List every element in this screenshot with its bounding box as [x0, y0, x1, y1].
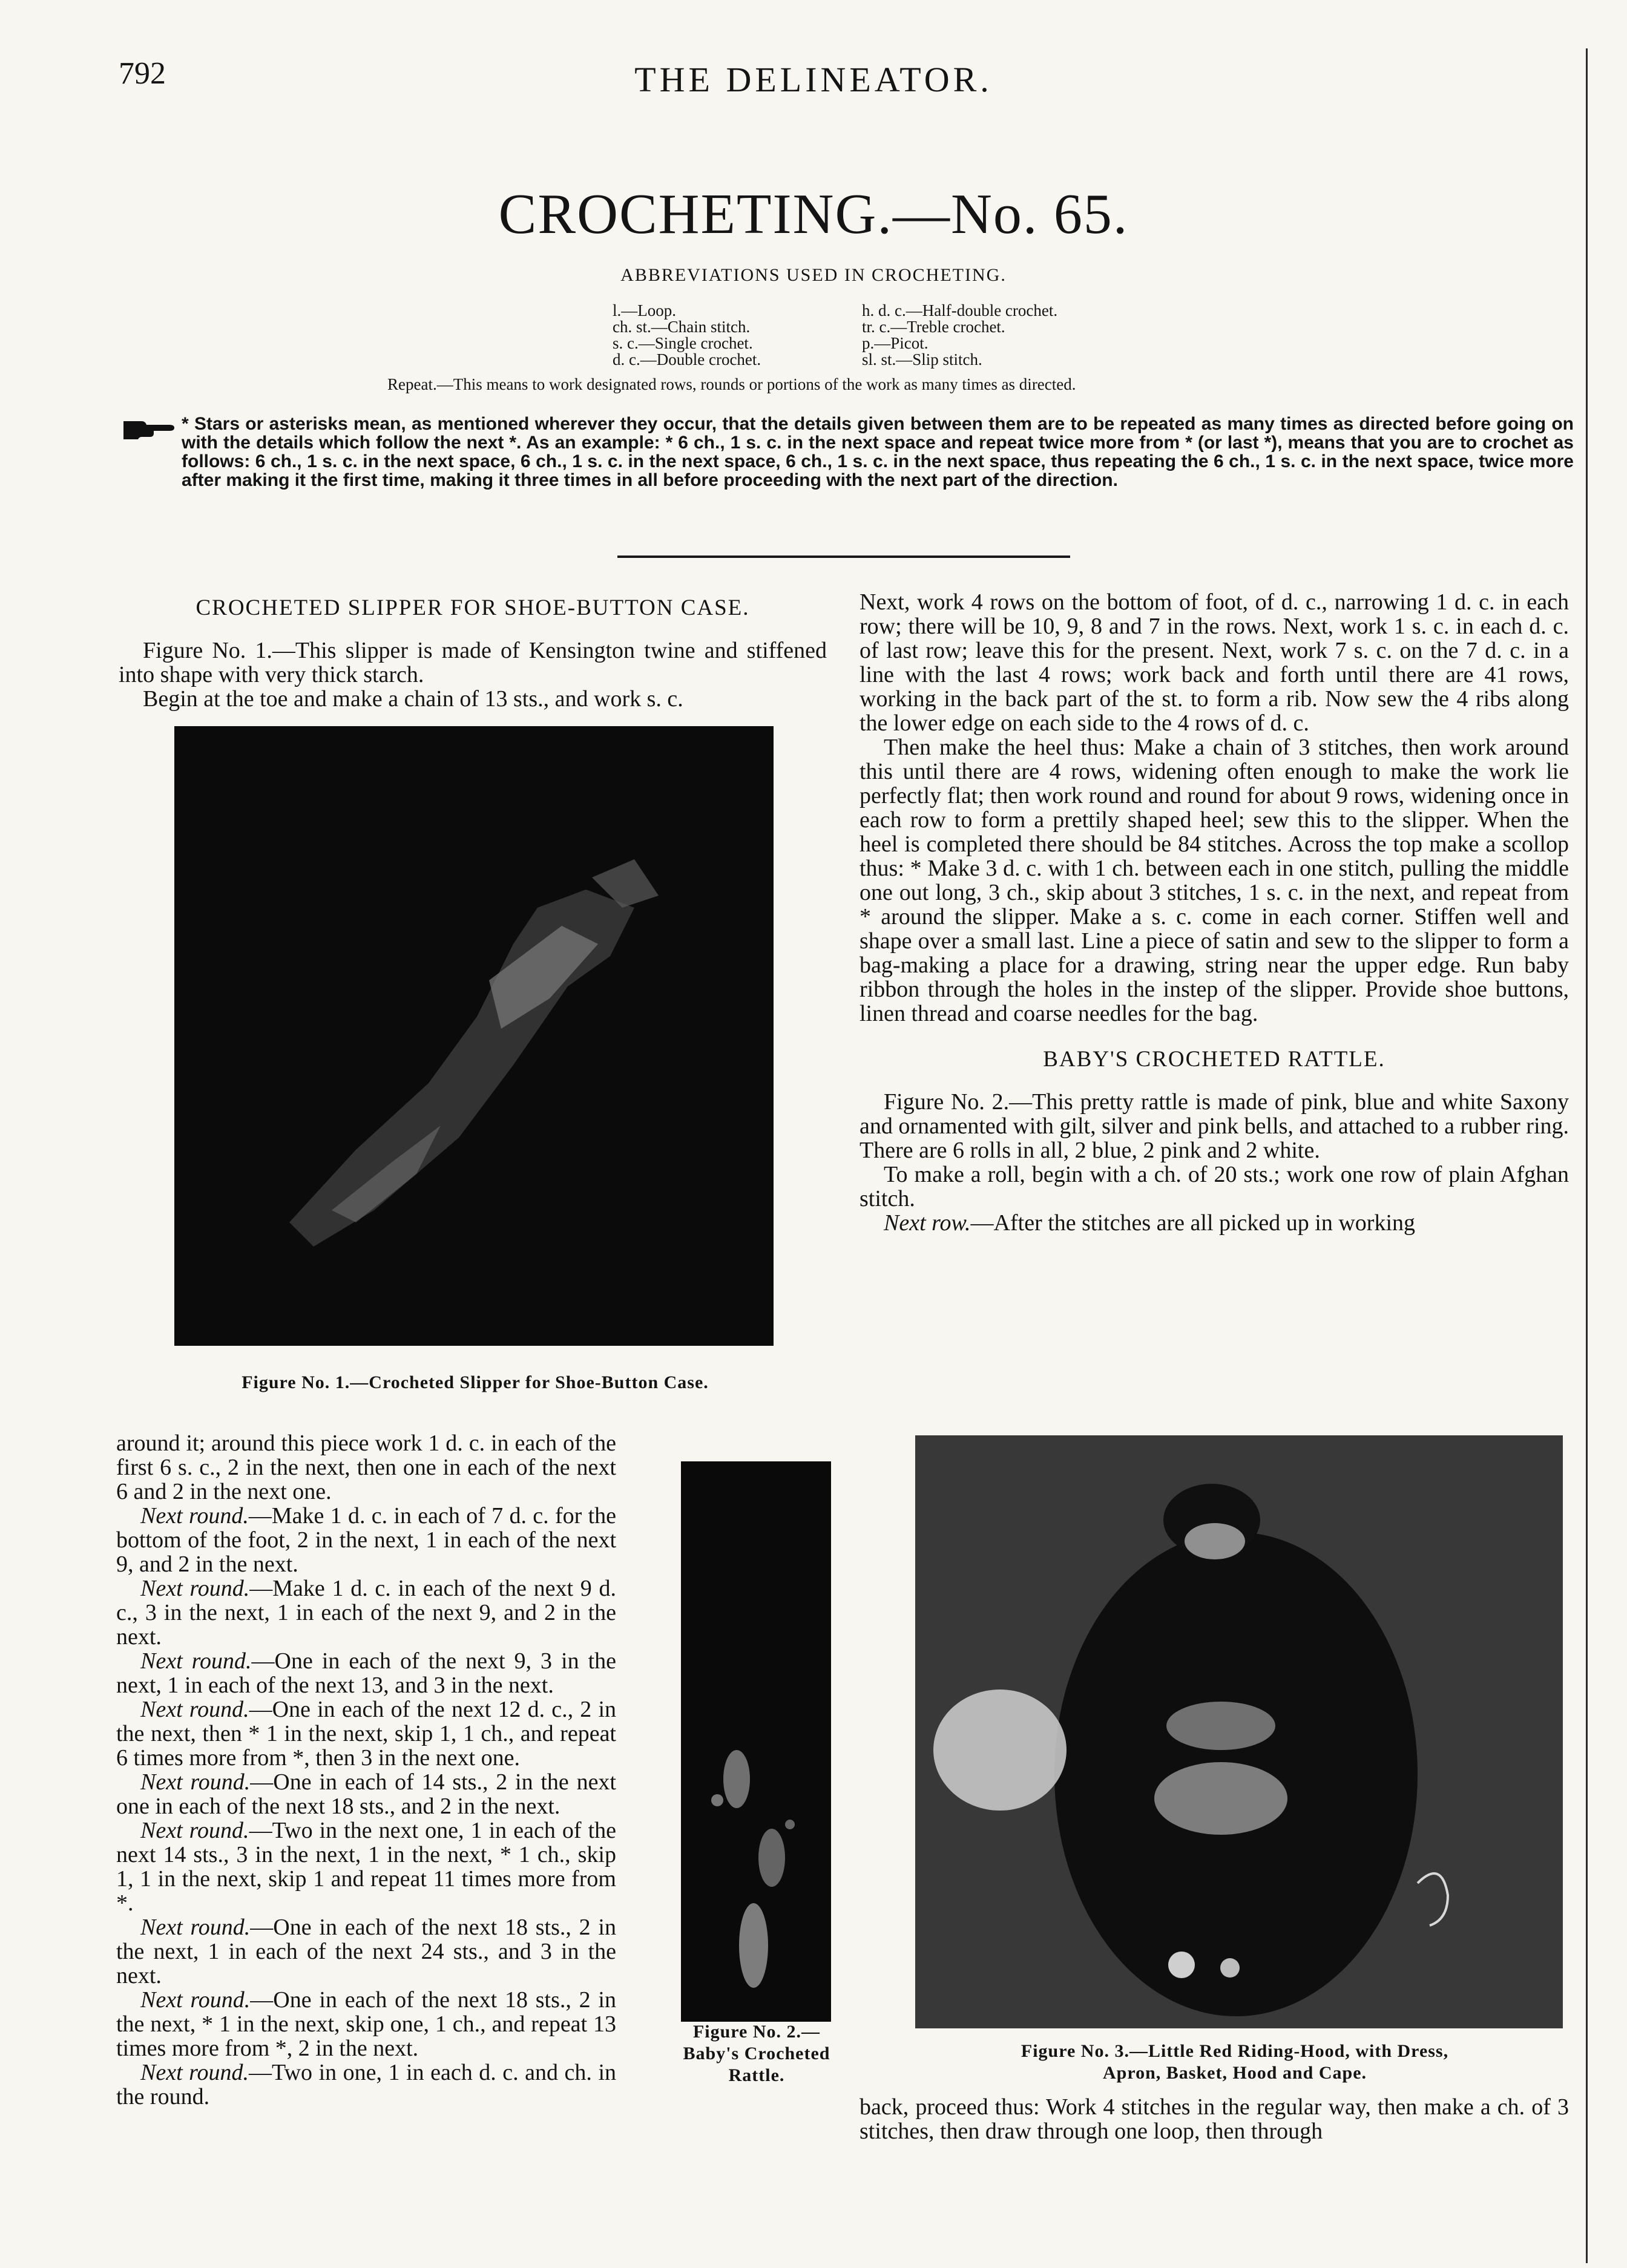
- slipper-paragraph-2: Begin at the toe and make a chain of 13 sts., and work s. c.: [143, 686, 683, 712]
- slipper-section: [119, 596, 827, 711]
- abbr-item: h. d. c.—Half-double crochet.: [862, 301, 1058, 320]
- round-paragraph: Next round.—Make 1 d. c. in each of 7 d. c. for the bottom of the foot, 2 in the next, 1 in each of the next 9, and 2 in the next.: [116, 1503, 617, 1577]
- abbr-item: p.—Picot.: [862, 334, 929, 352]
- section-divider: [617, 556, 1070, 558]
- foot-instructions: Next, work 4 rows on the bottom of foot, of d. c., narrowing 1 d. c. in each row; there will be 10, 9, 8 and 7 in the rows. Next, work 1 s. c. in each d. c. of last row; leave this for the present. Next, work 7 s. c. on the 7 d. c. in a line with the last 4 rows; work back and forth until there are 41 rows, working in the back part of the st. to form a rib. Now sew the 4 ribs along the lower edge on each side to the 4 rows of d. c.: [860, 589, 1569, 736]
- round-paragraph: Next round.—One in each of the next 18 sts., 2 in the next, 1 in each of the next 24 sts., and 3 in the next.: [116, 1915, 616, 1988]
- rattle-paragraph-3: [860, 1211, 1569, 1235]
- abbr-item: ch. st.—Chain stitch.: [613, 318, 751, 336]
- abbr-item: tr. c.—Treble crochet.: [862, 318, 1005, 336]
- abbreviations-right: [862, 303, 1057, 368]
- abbr-item: sl. st.—Slip stitch.: [862, 350, 982, 369]
- next-row-text: —After the stitches are all picked up in working: [970, 1210, 1415, 1236]
- article-title: CROCHETING.—No. 65.: [498, 183, 1129, 246]
- figure-2-caption: Figure No. 2.— Baby's Crocheted Rattle.: [683, 2022, 830, 2085]
- heel-instructions: Then make the heel thus: Make a chain of 3 stitches, then work around this until there are 4 rows, widening often enough to make the work lie perfectly flat; then work round and round for about 9 rows, widening once in each row to form a prettily shaped heel; sew this to the slipper. When the heel is completed there should be 84 stitches. Across the top make a scollop thus: * Make 3 d. c. with 1 ch. between each in one stitch, pulling the middle one out long, 3 ch., skip about 3 stitches, 1 s. c. in the next, and repeat from * around the slipper. Make a s. c. come in each corner. Stiffen well and shape over a small last. Line a piece of satin and sew to the slipper to form a bag-making a place for a drawing, string near the upper edge. Run baby ribbon through the holes in the instep of the slipper. Provide shoe buttons, linen thread and coarse needles for the bag.: [860, 735, 1569, 1026]
- figure-1-photo: [174, 726, 774, 1346]
- asterisk-note: * Stars or asterisks mean, as mentioned wherever they occur, that the details given between them are to be repeated as many times as directed before going on with the details which follow the next *. As an example: * 6 ch., 1 s. c. in the next space and repeat twice more from * (or last *), means that you are to crochet as follows: 6 ch., 1 s. c. in the next space, 6 ch., 1 s. c. in the next space, 6 ch., 1 s. c. in the next space, thus repeating the 6 ch., 1 s. c. in the next space, twice more after making it the first time, making it three times in all before proceeding with the next part of the direction.: [182, 414, 1574, 490]
- magazine-title: THE DELINEATOR.: [634, 60, 993, 99]
- page-number: 792: [119, 56, 166, 91]
- round-paragraph: around it; around this piece work 1 d. c. in each of the first 6 s. c., 2 in the next, then one in each of the next 6 and 2 in the next one.: [116, 1431, 616, 1504]
- page-edge-rule: [1586, 48, 1588, 2263]
- abbr-item: d. c.—Double crochet.: [613, 350, 761, 369]
- figure-3-photo: [915, 1435, 1563, 2028]
- abbr-item: s. c.—Single crochet.: [613, 334, 753, 352]
- figure-3-caption: Figure No. 3.—Little Red Riding-Hood, with Dress, Apron, Basket, Hood and Cape.: [1021, 2041, 1449, 2083]
- abbr-item: l.—Loop.: [613, 301, 676, 320]
- rattle-heading: BABY'S CROCHETED RATTLE.: [1043, 1047, 1385, 1072]
- round-paragraph: Next round.—One in each of the next 9, 3 in the next, 1 in each of the next 13, and 3 in the next.: [116, 1648, 617, 1698]
- rattle-paragraph-2: To make a roll, begin with a ch. of 20 sts.; work one row of plain Afghan stitch.: [860, 1162, 1569, 1211]
- abbreviations-heading: ABBREVIATIONS USED IN CROCHETING.: [620, 265, 1007, 285]
- back-row-instructions: back, proceed thus: Work 4 stitches in the regular way, then make a ch. of 3 stitches, then draw through one loop, then through: [860, 2094, 1569, 2144]
- slipper-rounds: [116, 1431, 616, 2109]
- abbreviations-left: [613, 303, 761, 368]
- round-paragraph: Next round.—One in each of 14 sts., 2 in the next one in each of the next 18 sts., and 2 in the next.: [116, 1769, 616, 1819]
- round-paragraph: Next round.—Two in the next one, 1 in each of the next 14 sts., 3 in the next, 1 in the next, * 1 ch., skip 1, 1 in the next, skip 1 and repeat 11 times more from *.: [116, 1818, 616, 1916]
- round-paragraph: Next round.—Two in one, 1 in each d. c. and ch. in the round.: [116, 2060, 616, 2109]
- slipper-heading: CROCHETED SLIPPER FOR SHOE-BUTTON CASE.: [196, 595, 750, 620]
- figure-2-photo: [681, 1461, 831, 2022]
- round-paragraph: Next round.—One in each of the next 18 sts., 2 in the next, * 1 in the next, skip one, 1 ch., and repeat 13 times more from *, 2 in the next.: [116, 1987, 616, 2061]
- slipper-paragraph-1: Figure No. 1.—This slipper is made of Kensington twine and stiffened into shape with very thick starch.: [119, 638, 827, 687]
- round-paragraph: Next round.—Make 1 d. c. in each of the next 9 d. c., 3 in the next, 1 in each of the next 9, and 2 in the next.: [116, 1576, 617, 1650]
- pointing-hand-icon: [121, 415, 176, 443]
- right-column: [860, 590, 1569, 1235]
- rattle-continuation: [860, 2095, 1569, 2143]
- repeat-definition: Repeat.—This means to work designated rows, rounds or portions of the work as many times as directed.: [387, 375, 1076, 393]
- round-paragraph: Next round.—One in each of the next 12 d. c., 2 in the next, then * 1 in the next, skip 1, 1 ch., and repeat 6 times more from *, then 3 in the next one.: [116, 1697, 617, 1771]
- figure-1-caption: Figure No. 1.—Crocheted Slipper for Shoe-Button Case.: [242, 1372, 709, 1392]
- next-row-lead: Next row.: [884, 1210, 971, 1236]
- rattle-paragraph-1: Figure No. 2.—This pretty rattle is made of pink, blue and white Saxony and ornamented with gilt, silver and pink bells, and attached to a rubber ring. There are 6 rolls in all, 2 blue, 2 pink and 2 white.: [860, 1089, 1569, 1163]
